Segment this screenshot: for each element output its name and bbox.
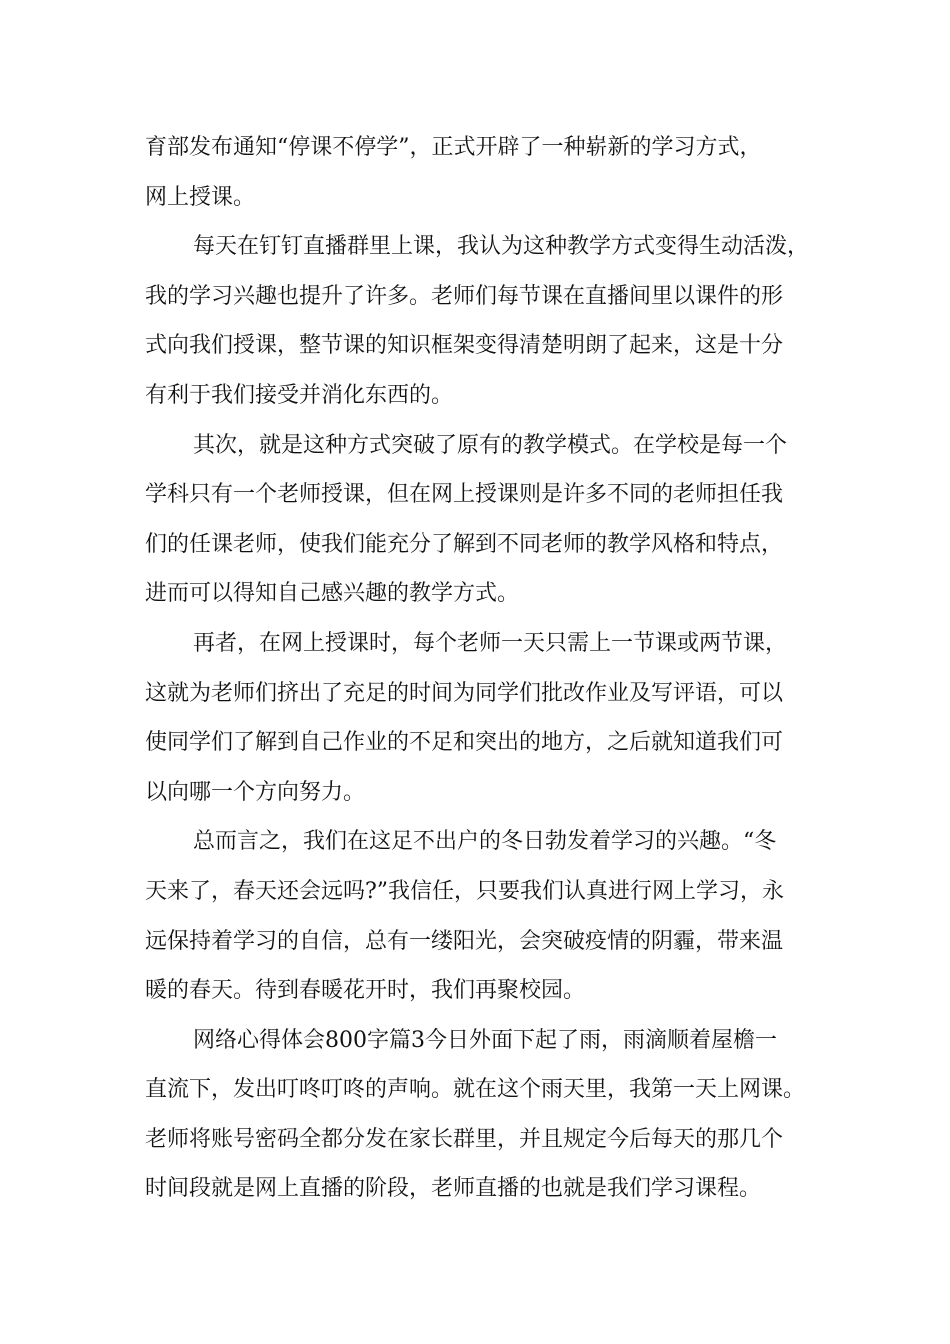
- text-line: 再者，在网上授课时，每个老师一天只需上一节课或两节课，: [193, 630, 788, 656]
- text-line: 有利于我们接受并消化东西的。: [145, 382, 454, 408]
- paragraph-5: [145, 817, 825, 1015]
- text-line: 直流下，发出叮咚叮咚的声响。就在这个雨天里，我第一天上网课。: [145, 1077, 806, 1103]
- text-line: 进而可以得知自己感兴趣的教学方式。: [145, 581, 520, 607]
- text-line: 使同学们了解到自己作业的不足和突出的地方，之后就知道我们可: [145, 730, 784, 756]
- text-line: 式向我们授课，整节课的知识框架变得清楚明朗了起来，这是十分: [145, 333, 784, 359]
- paragraph-3: [145, 421, 825, 619]
- document-body: [145, 123, 825, 1214]
- text-line: 我的学习兴趣也提升了许多。老师们每节课在直播间里以课件的形: [145, 283, 784, 309]
- text-line: 以向哪一个方向努力。: [145, 779, 366, 805]
- text-line: 每天在钉钉直播群里上课，我认为这种教学方式变得生动活泼，: [193, 234, 810, 260]
- text-line: 暖的春天。待到春暖花开时，我们再聚校园。: [145, 978, 586, 1004]
- paragraph-4: [145, 619, 825, 817]
- text-line: 远保持着学习的自信，总有一缕阳光，会突破疫情的阴霾，带来温: [145, 928, 784, 954]
- text-line: 其次，就是这种方式突破了原有的教学模式。在学校是每一个: [193, 432, 788, 458]
- text-line: 老师将账号密码全都分发在家长群里，并且规定今后每天的那几个: [145, 1126, 784, 1152]
- paragraph-1: [145, 123, 825, 222]
- text-line: 网上授课。: [145, 184, 256, 210]
- text-line: 们的任课老师，使我们能充分了解到不同老师的教学风格和特点，: [145, 531, 784, 557]
- text-line: 这就为老师们挤出了充足的时间为同学们批改作业及写评语，可以: [145, 680, 784, 706]
- paragraph-2: [145, 222, 825, 420]
- text-line: 学科只有一个老师授课，但在网上授课则是许多不同的老师担任我: [145, 482, 784, 508]
- text-line: 总而言之，我们在这足不出户的冬日勃发着学习的兴趣。“冬: [193, 829, 777, 855]
- text-line: 网络心得体会800字篇3今日外面下起了雨，雨滴顺着屋檐一: [193, 1027, 777, 1053]
- text-line: 育部发布通知“停课不停学”，正式开辟了一种崭新的学习方式，: [145, 135, 762, 160]
- text-line: 天来了，春天还会远吗?”我信任，只要我们认真进行网上学习，永: [145, 878, 785, 904]
- text-line: 时间段就是网上直播的阶段，老师直播的也就是我们学习课程。: [145, 1176, 762, 1202]
- paragraph-6: [145, 1016, 825, 1214]
